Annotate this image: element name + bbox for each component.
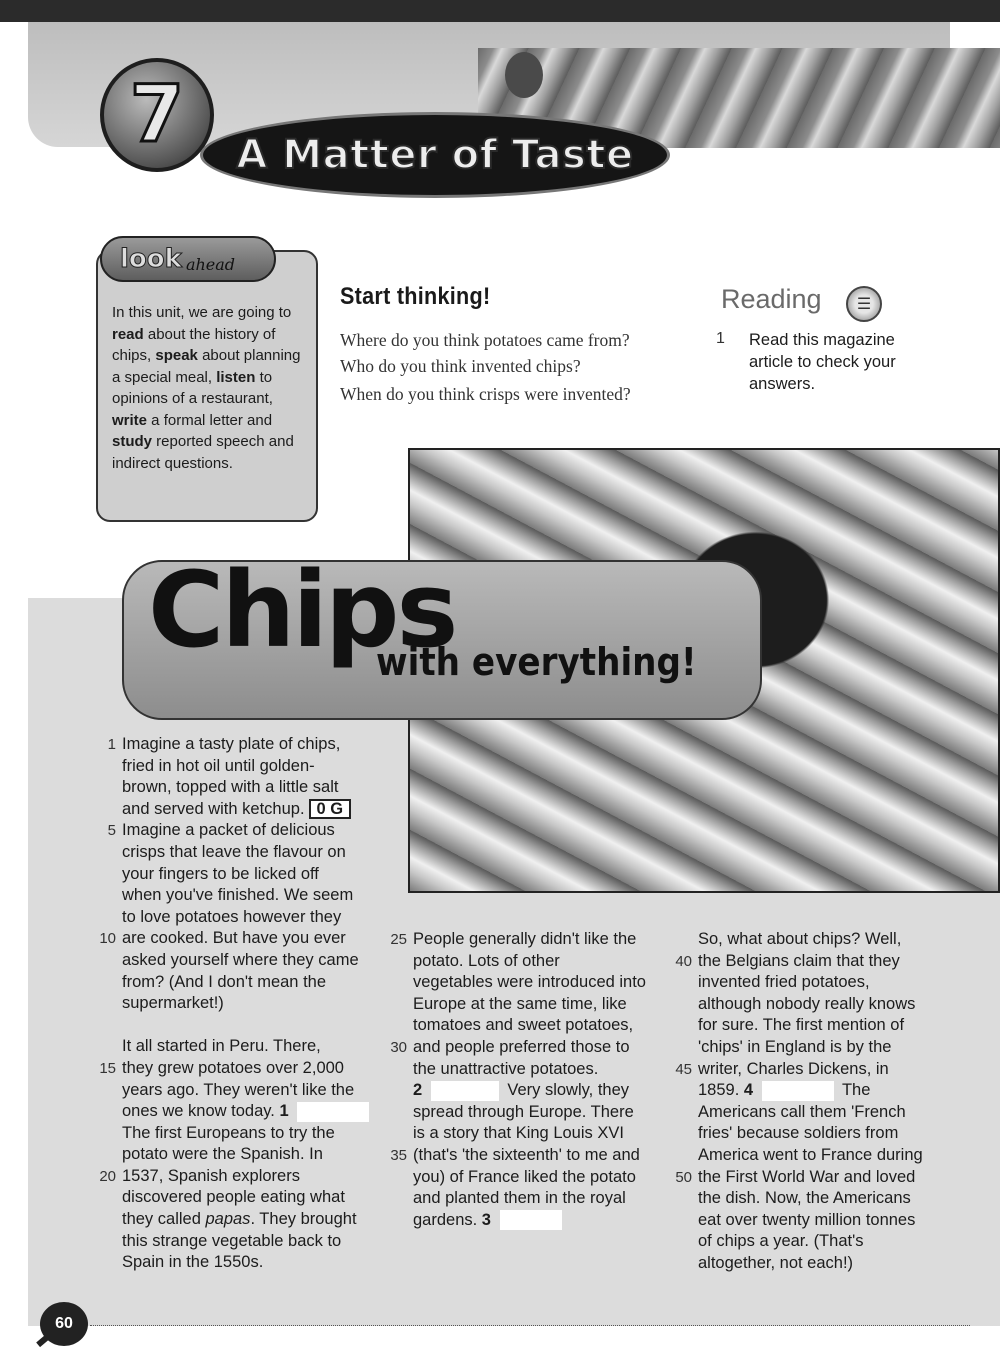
- article-line: [122, 885, 384, 907]
- article-text: and people preferred those to: [413, 1037, 630, 1056]
- page-number: 60: [40, 1302, 88, 1346]
- article-text: writer, Charles Dickens, in: [698, 1059, 889, 1078]
- article-line: [413, 1015, 673, 1037]
- article-line: [122, 799, 384, 821]
- look-ahead-keyword: write: [112, 411, 148, 429]
- answer-gap[interactable]: [500, 1210, 562, 1230]
- look-ahead-subtitle: ahead: [185, 254, 236, 274]
- article-text: to love potatoes however they: [122, 907, 342, 926]
- article-text: (that's 'the sixteenth' to me and: [413, 1145, 640, 1164]
- article-column-1: [99, 734, 384, 1274]
- line-number: 45: [675, 1060, 692, 1078]
- article-text: they called: [122, 1210, 206, 1229]
- article-line: [107, 820, 384, 842]
- article-line: [698, 1210, 958, 1232]
- article-line: [122, 1144, 384, 1166]
- article-line: [390, 1037, 673, 1059]
- article-line: [413, 1080, 673, 1102]
- article-column-3: [675, 929, 958, 1275]
- article-line: [698, 1080, 958, 1102]
- article-line: [390, 929, 673, 951]
- article-subtitle: with everything!: [376, 640, 697, 684]
- article-line: [698, 1123, 958, 1145]
- article-text: potato. Lots of other: [413, 951, 560, 970]
- line-number: 40: [675, 952, 692, 970]
- article-text: the First World War and loved: [698, 1167, 916, 1186]
- article-text: although nobody really knows: [698, 994, 916, 1013]
- article-text: . They brought: [250, 1210, 357, 1229]
- look-ahead-text-segment: about planning a special meal,: [112, 347, 301, 386]
- look-ahead-keyword: study: [112, 433, 153, 450]
- article-text: gardens.: [413, 1210, 478, 1229]
- article-text: your fingers to be licked off: [122, 864, 319, 883]
- article-text: of chips a year. (That's: [698, 1232, 864, 1251]
- gap-number: 3: [477, 1210, 496, 1229]
- gap-number: 4: [739, 1081, 758, 1100]
- article-line: [122, 993, 384, 1015]
- article-line: [122, 756, 384, 778]
- start-question-3: When do you think crisps were invented?: [340, 384, 631, 404]
- unit-number: 7: [129, 70, 185, 160]
- article-line: [698, 1231, 958, 1253]
- line-number: 10: [99, 930, 116, 948]
- line-number: 50: [675, 1168, 692, 1186]
- article-column-2: [390, 929, 673, 1231]
- article-line: [698, 1102, 958, 1124]
- look-ahead-text-segment: to opinions of a restaurant,: [112, 368, 273, 407]
- article-text: and planted them in the royal: [413, 1189, 626, 1208]
- article-text: So, what about chips? Well,: [698, 930, 902, 948]
- article-line: [698, 972, 958, 994]
- article-line: [698, 1037, 958, 1059]
- line-number: 25: [390, 931, 407, 948]
- article-text: invented fried potatoes,: [698, 973, 870, 992]
- article-line: [122, 1101, 384, 1123]
- article-text: altogether, not each!): [698, 1253, 854, 1272]
- article-line: [122, 950, 384, 972]
- article-line: [698, 1015, 958, 1037]
- reading-task-text: Read this magazine article to check your answers.: [749, 331, 896, 393]
- article-line: [698, 1145, 958, 1167]
- article-text: supermarket!): [122, 994, 224, 1013]
- article-line: [698, 929, 958, 951]
- look-ahead-badge: [100, 236, 276, 282]
- article-text: America went to France during: [698, 1145, 923, 1164]
- article-line: [413, 1102, 673, 1124]
- gap-number: 2: [413, 1081, 427, 1100]
- article-line: [122, 1252, 384, 1274]
- article-line: [122, 1123, 384, 1145]
- article-text: fries' because soldiers from: [698, 1124, 899, 1143]
- article-line: [122, 907, 384, 929]
- article-line: [413, 1167, 673, 1189]
- article-text: the unattractive potatoes.: [413, 1059, 599, 1078]
- line-number: 30: [390, 1038, 407, 1056]
- start-question-1: Where do you think potatoes came from?: [340, 330, 630, 350]
- look-ahead-text-segment: about the history of chips,: [112, 325, 276, 364]
- article-text: Europe at the same time, like: [413, 994, 627, 1013]
- reading-task-number: 1: [716, 330, 725, 347]
- look-ahead-keyword: speak: [155, 347, 198, 364]
- article-line: [122, 1209, 384, 1231]
- article-text: you) of France liked the potato: [413, 1167, 636, 1186]
- article-text: from? (And I don't mean the: [122, 972, 327, 991]
- article-text: potato were the Spanish. In: [122, 1145, 323, 1164]
- unit-title: A Matter of Taste: [236, 132, 634, 178]
- start-question-2: Who do you think invented chips?: [340, 356, 581, 376]
- article-line: [99, 1058, 384, 1080]
- article-text: and served with ketchup.: [122, 799, 305, 818]
- article-line: [122, 842, 384, 864]
- article-text: is a story that King Louis XVI: [413, 1124, 624, 1143]
- article-line: [675, 951, 958, 973]
- article-line: [122, 1080, 384, 1102]
- article-text: People generally didn't like the: [413, 930, 637, 948]
- article-text: Americans call them 'French: [698, 1102, 906, 1121]
- look-ahead-text-segment: In this unit, we are going to: [112, 304, 292, 321]
- chef-photo: [505, 52, 543, 98]
- article-line: [413, 1210, 673, 1232]
- article-text: ones we know today.: [122, 1102, 275, 1121]
- article-text: the dish. Now, the Americans: [698, 1189, 911, 1208]
- article-line: [698, 1253, 958, 1275]
- unit-title-banner: [200, 112, 670, 198]
- article-line: [698, 1188, 958, 1210]
- look-ahead-text-segment: reported speech and indirect questions.: [112, 433, 294, 472]
- article-text: the Belgians claim that they: [698, 951, 900, 970]
- top-bar: [0, 0, 1000, 22]
- article-text: Imagine a tasty plate of chips,: [122, 735, 341, 753]
- article-text: eat over twenty million tonnes: [698, 1210, 916, 1229]
- article-text: are cooked. But have you ever: [122, 929, 346, 948]
- article-line: [99, 928, 384, 950]
- article-text: spread through Europe. There: [413, 1102, 634, 1121]
- article-text: 1537, Spanish explorers: [122, 1166, 300, 1185]
- book-icon: ☰: [846, 286, 882, 322]
- answer-gap[interactable]: [431, 1081, 499, 1101]
- look-ahead-title: look: [120, 244, 182, 274]
- article-line: [122, 777, 384, 799]
- article-line: [122, 1036, 384, 1058]
- article-line: [107, 734, 384, 756]
- article-line: [413, 1059, 673, 1081]
- article-text: It all started in Peru. There,: [122, 1037, 321, 1056]
- article-text: asked yourself where they came: [122, 950, 359, 969]
- article-text: 1859.: [698, 1081, 740, 1100]
- article-line: [122, 864, 384, 886]
- article-text: Spain in the 1550s.: [122, 1253, 264, 1272]
- article-title: Chips: [148, 549, 456, 671]
- line-number: 35: [390, 1146, 407, 1164]
- article-text: 'chips' in England is by the: [698, 1037, 892, 1056]
- article-text: fried in hot oil until golden-: [122, 756, 315, 775]
- article-text: years ago. They weren't like the: [122, 1080, 355, 1099]
- article-text: brown, topped with a little salt: [122, 778, 339, 797]
- article-text: tomatoes and sweet potatoes,: [413, 1016, 634, 1035]
- article-italic-word: papas: [205, 1210, 251, 1229]
- article-line: [675, 1167, 958, 1189]
- article-text: The: [837, 1081, 871, 1100]
- article-line: [413, 951, 673, 973]
- article-text: Imagine a packet of delicious: [122, 821, 335, 840]
- article-line: [99, 1166, 384, 1188]
- article-text: vegetables were introduced into: [413, 973, 646, 992]
- answer-gap[interactable]: [762, 1081, 834, 1101]
- article-line: [122, 1187, 384, 1209]
- article-line: [413, 1188, 673, 1210]
- article-line: [122, 972, 384, 994]
- article-line: [698, 994, 958, 1016]
- reading-heading: Reading: [721, 284, 822, 314]
- paragraph-break: [122, 1015, 384, 1037]
- look-ahead-keyword: read: [112, 325, 144, 343]
- footer-divider: [90, 1325, 970, 1326]
- look-ahead-box: [96, 250, 318, 522]
- unit-number-badge: [100, 58, 214, 172]
- line-number: 1: [107, 736, 116, 753]
- example-answer-box: 0 G: [309, 799, 352, 819]
- article-text: for sure. The first mention of: [698, 1016, 905, 1035]
- look-ahead-text: [112, 302, 306, 474]
- article-text: The first Europeans to try the: [122, 1123, 335, 1142]
- article-text: Very slowly, they: [502, 1081, 630, 1100]
- article-line: [675, 1059, 958, 1081]
- answer-gap[interactable]: [297, 1102, 369, 1122]
- gap-number: 1: [274, 1102, 294, 1121]
- look-ahead-keyword: listen: [216, 368, 256, 386]
- line-number: 5: [107, 822, 116, 840]
- article-line: [122, 1231, 384, 1253]
- article-text: crisps that leave the flavour on: [122, 842, 346, 861]
- article-text: they grew potatoes over 2,000: [122, 1058, 344, 1077]
- look-ahead-text-segment: a formal letter and: [147, 411, 273, 429]
- article-line: [390, 1145, 673, 1167]
- article-line: [413, 972, 673, 994]
- article-text: this strange vegetable back to: [122, 1231, 342, 1250]
- line-number: 15: [99, 1059, 116, 1077]
- line-number: 20: [99, 1167, 116, 1185]
- article-line: [413, 994, 673, 1016]
- article-line: [413, 1123, 673, 1145]
- start-thinking-heading: Start thinking!: [340, 283, 491, 310]
- article-text: when you've finished. We seem: [122, 886, 354, 905]
- article-text: discovered people eating what: [122, 1188, 345, 1207]
